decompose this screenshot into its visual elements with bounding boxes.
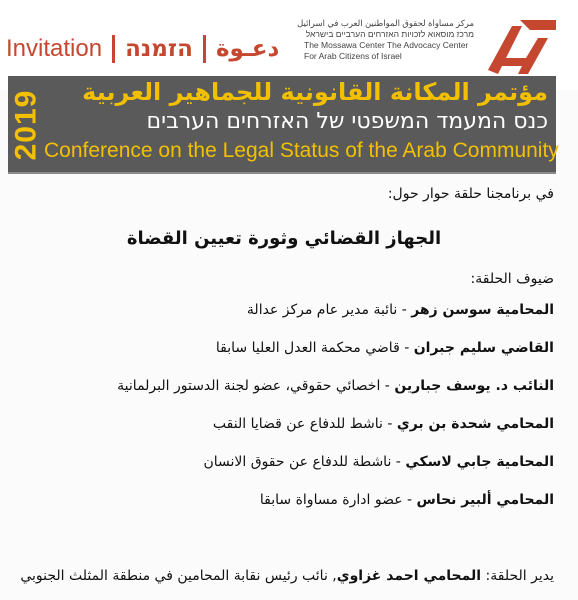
invitation-heading — [6, 32, 279, 66]
invitation-ar: دعـوة — [215, 36, 280, 62]
moderator-label: يدير الحلقة: — [481, 568, 554, 584]
moderator-role: , نائب رئيس نقابة المحامين في منطقة المثلث الجنوبي — [20, 568, 337, 584]
panelist-item — [247, 302, 554, 318]
panel-topic: الجهاز القضائي وثورة تعيين القضاة — [126, 228, 442, 249]
panelist-role: - ناشطة للدفاع عن حقوق الانسان — [203, 454, 406, 470]
panelist-item — [203, 454, 554, 470]
moderator-line — [20, 568, 554, 584]
year-label: 2019 — [9, 89, 42, 161]
panelist-item — [216, 340, 554, 356]
org-line-ar: مركز مساواة لحقوق المواطنين العرب في اسرائيل — [297, 18, 474, 28]
intro-text: في برنامجنا حلقة حوار حول: — [387, 186, 554, 202]
mossawa-logo-icon — [482, 12, 560, 84]
panelist-name: المحامية جابي لاسكي — [405, 454, 554, 470]
banner-title-ar: مؤتمر المكانة القانونية للجماهير العربية — [82, 78, 548, 106]
panelist-name: المحامية سوسن زهر — [411, 302, 554, 318]
panelist-item — [213, 416, 554, 432]
divider — [112, 35, 115, 63]
conference-banner — [8, 76, 559, 174]
invitation-en: Invitation — [6, 35, 103, 62]
moderator-name: المحامي احمد غزاوي — [336, 568, 482, 584]
org-line-he: מרכז מוסאוא לזכויות האזרחים הערביים בישראל — [305, 29, 474, 39]
panelist-role: - نائبة مدير عام مركز عدالة — [246, 302, 412, 318]
panelist-name: المحامي ألبير نحاس — [416, 492, 554, 508]
org-line-en-2: For Arab Citizens of Israel — [304, 51, 402, 61]
panelist-role: - عضو ادارة مساواة سابقا — [259, 492, 417, 508]
panelist-name: النائب د. يوسف جبارين — [394, 378, 554, 394]
banner-title-en: Conference on the Legal Status of the Arab Community — [44, 139, 559, 162]
divider — [203, 35, 206, 63]
panelist-role: - ناشط للدفاع عن قضايا النقب — [212, 416, 397, 432]
panelist-role: - اخصائي حقوقي، عضو لجنة الدستور البرلمانية — [117, 378, 395, 394]
panelist-name: القاضي سليم جبران — [413, 340, 554, 356]
banner-title-he: כנס המעמד המשפטי של האזרחים הערבים — [146, 109, 548, 134]
organization-name — [297, 18, 474, 62]
year-label-wrap — [9, 82, 42, 168]
panelist-role: - قاضي محكمة العدل العليا سابقا — [215, 340, 414, 356]
invitation-he: הזמנה — [125, 36, 193, 62]
org-line-en: The Mossawa Center The Advocacy Center — [304, 40, 469, 50]
panelist-name: المحامي شحدة بن بري — [396, 416, 554, 432]
panelist-item — [117, 378, 554, 394]
panelist-item — [260, 492, 554, 508]
guests-label: ضيوف الحلقة: — [470, 271, 554, 287]
